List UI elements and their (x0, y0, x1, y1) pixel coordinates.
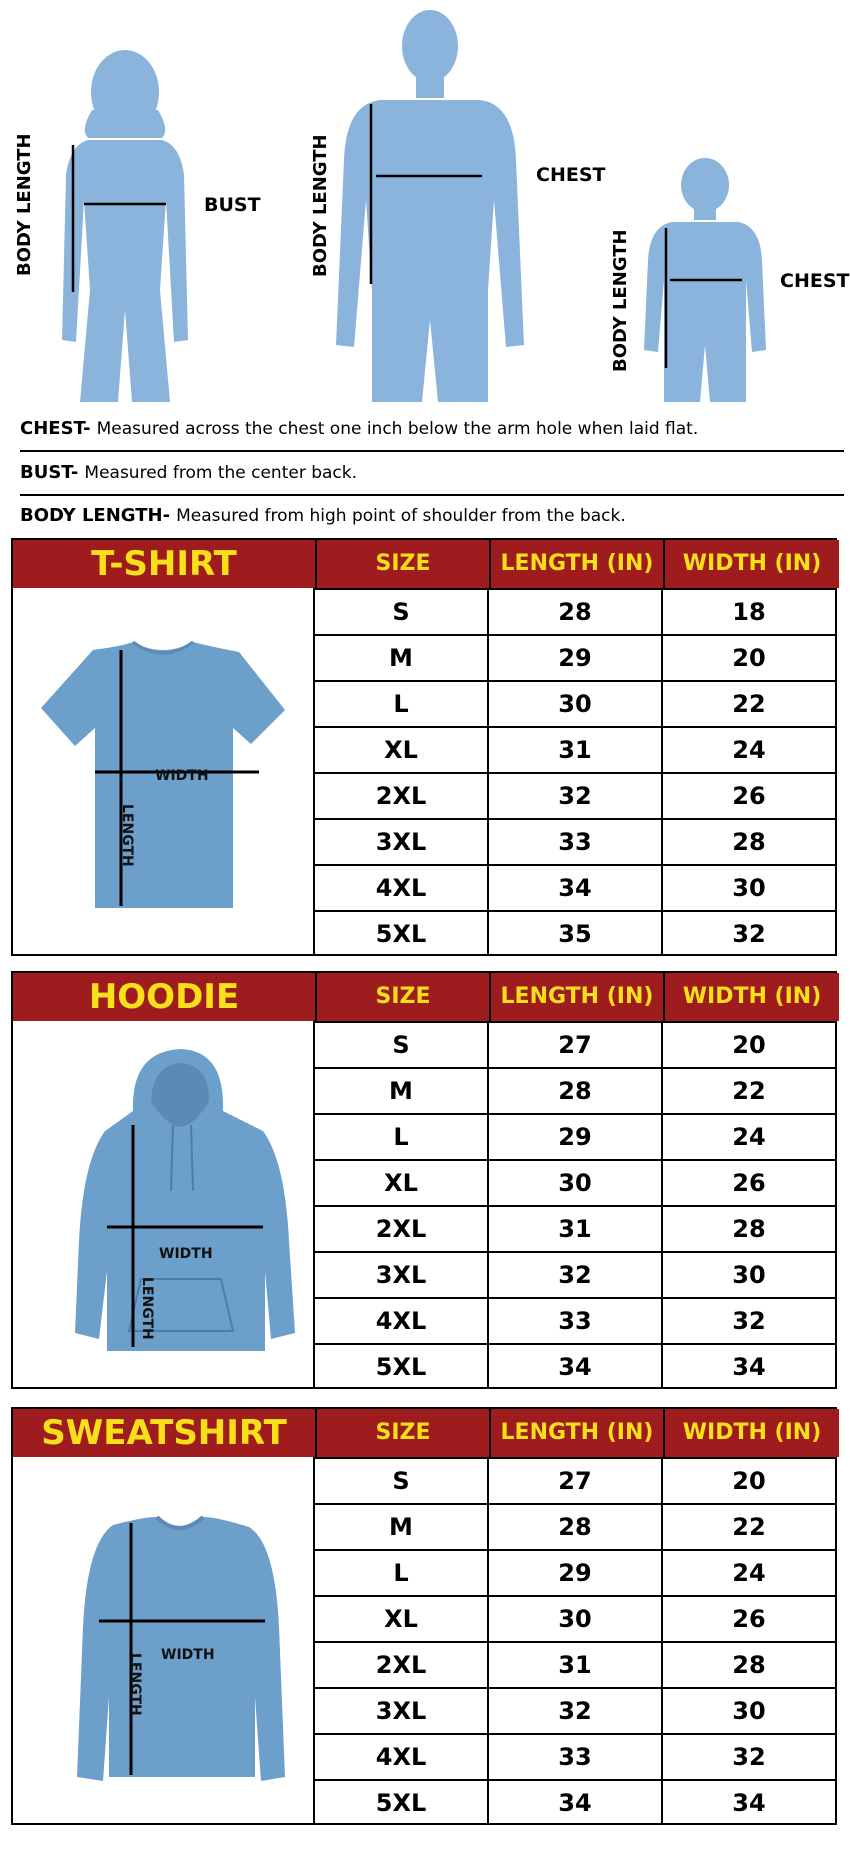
length-cell: 31 (487, 728, 661, 772)
definition-body-length (20, 497, 844, 535)
size-cell: 2XL (313, 1643, 487, 1687)
bust-label: BUST (204, 194, 261, 216)
man-body-length-label: BODY LENGTH (310, 134, 331, 277)
table-row (313, 1343, 835, 1389)
definition-text: Measured from high point of shoulder from the back. (176, 506, 626, 526)
table-row (313, 1067, 835, 1113)
size-cell: 5XL (313, 1781, 487, 1825)
size-cell: 5XL (313, 912, 487, 956)
table-row (313, 680, 835, 726)
length-cell: 35 (487, 912, 661, 956)
width-cell: 26 (661, 1161, 835, 1205)
size-cell: 3XL (313, 1689, 487, 1733)
size-grid (313, 1457, 835, 1825)
length-cell: 27 (487, 1459, 661, 1503)
divider (20, 494, 844, 496)
table-title: HOODIE (13, 973, 317, 1021)
table-row (313, 1021, 835, 1067)
width-cell: 32 (661, 912, 835, 956)
size-cell: 4XL (313, 1299, 487, 1343)
size-cell: 4XL (313, 866, 487, 910)
size-cell: 5XL (313, 1345, 487, 1389)
table-row (313, 1503, 835, 1549)
size-cell: XL (313, 1597, 487, 1641)
definition-term: BODY LENGTH- (20, 505, 171, 526)
length-cell: 34 (487, 1345, 661, 1389)
garment-width-label: WIDTH (159, 1246, 213, 1262)
width-cell: 34 (661, 1345, 835, 1389)
length-cell: 30 (487, 1161, 661, 1205)
definition-bust (20, 454, 844, 492)
length-cell: 29 (487, 1551, 661, 1595)
woman-body-length-label: BODY LENGTH (14, 133, 35, 276)
length-cell: 34 (487, 1781, 661, 1825)
width-cell: 20 (661, 1459, 835, 1503)
width-cell: 22 (661, 682, 835, 726)
measurement-definitions (20, 410, 844, 535)
table-row (313, 1457, 835, 1503)
width-cell: 30 (661, 1689, 835, 1733)
table-row (313, 910, 835, 956)
length-cell: 29 (487, 636, 661, 680)
definition-term: CHEST- (20, 418, 91, 439)
column-header-width: WIDTH (IN) (665, 973, 839, 1021)
size-cell: 3XL (313, 820, 487, 864)
width-cell: 34 (661, 1781, 835, 1825)
width-cell: 24 (661, 1551, 835, 1595)
length-cell: 30 (487, 1597, 661, 1641)
length-cell: 32 (487, 1689, 661, 1733)
table-title: T-SHIRT (13, 540, 317, 588)
size-grid (313, 1021, 835, 1389)
table-title: SWEATSHIRT (13, 1409, 317, 1457)
table-row (313, 1159, 835, 1205)
length-cell: 27 (487, 1023, 661, 1067)
table-row (313, 1205, 835, 1251)
table-row (313, 1641, 835, 1687)
width-cell: 24 (661, 1115, 835, 1159)
width-cell: 28 (661, 1643, 835, 1687)
width-cell: 20 (661, 636, 835, 680)
column-header-length: LENGTH (IN) (491, 973, 665, 1021)
width-cell: 24 (661, 728, 835, 772)
length-cell: 30 (487, 682, 661, 726)
length-cell: 32 (487, 1253, 661, 1297)
definition-chest (20, 410, 844, 448)
length-cell: 33 (487, 820, 661, 864)
table-row (313, 1549, 835, 1595)
length-cell: 28 (487, 1505, 661, 1549)
column-header-width: WIDTH (IN) (665, 540, 839, 588)
length-cell: 34 (487, 866, 661, 910)
table-row (313, 818, 835, 864)
size-cell: 3XL (313, 1253, 487, 1297)
definition-text: Measured from the center back. (84, 463, 358, 483)
size-cell: M (313, 1069, 487, 1113)
size-grid (313, 588, 835, 956)
width-cell: 28 (661, 1207, 835, 1251)
width-cell: 26 (661, 774, 835, 818)
size-cell: M (313, 1505, 487, 1549)
garment-length-label: LENGTH (139, 1277, 155, 1340)
width-cell: 28 (661, 820, 835, 864)
width-cell: 32 (661, 1299, 835, 1343)
length-cell: 31 (487, 1207, 661, 1251)
definition-text: Measured across the chest one inch below the arm hole when laid flat. (96, 419, 699, 439)
size-cell: 4XL (313, 1735, 487, 1779)
length-cell: 28 (487, 1069, 661, 1113)
body-figures (0, 0, 850, 410)
table-row (313, 1687, 835, 1733)
table-row (313, 864, 835, 910)
tshirt-icon (13, 588, 317, 956)
garment-width-label: WIDTH (155, 768, 209, 784)
size-cell: S (313, 1459, 487, 1503)
width-cell: 22 (661, 1069, 835, 1113)
size-table-t-shirt (11, 538, 837, 956)
width-cell: 26 (661, 1597, 835, 1641)
length-cell: 33 (487, 1299, 661, 1343)
width-cell: 18 (661, 590, 835, 634)
size-cell: 2XL (313, 1207, 487, 1251)
width-cell: 30 (661, 1253, 835, 1297)
body-silhouettes-icon (0, 0, 850, 410)
garment-length-label: LENGTH (127, 1653, 143, 1716)
length-cell: 32 (487, 774, 661, 818)
child-chest-label: CHEST (780, 270, 850, 292)
column-header-length: LENGTH (IN) (491, 540, 665, 588)
column-header-size: SIZE (317, 973, 491, 1021)
width-cell: 22 (661, 1505, 835, 1549)
table-row (313, 1779, 835, 1825)
table-row (313, 726, 835, 772)
table-row (313, 1251, 835, 1297)
size-cell: L (313, 1551, 487, 1595)
garment-width-label: WIDTH (161, 1647, 215, 1663)
child-body-length-label: BODY LENGTH (610, 229, 631, 372)
size-cell: L (313, 682, 487, 726)
table-row (313, 634, 835, 680)
length-cell: 33 (487, 1735, 661, 1779)
size-cell: L (313, 1115, 487, 1159)
table-row (313, 1733, 835, 1779)
size-cell: M (313, 636, 487, 680)
table-row (313, 1297, 835, 1343)
size-cell: S (313, 590, 487, 634)
definition-term: BUST- (20, 462, 79, 483)
table-row (313, 772, 835, 818)
width-cell: 30 (661, 866, 835, 910)
width-cell: 20 (661, 1023, 835, 1067)
column-header-length: LENGTH (IN) (491, 1409, 665, 1457)
column-header-size: SIZE (317, 1409, 491, 1457)
size-table-sweatshirt (11, 1407, 837, 1825)
length-cell: 31 (487, 1643, 661, 1687)
size-table-hoodie (11, 971, 837, 1389)
length-cell: 28 (487, 590, 661, 634)
column-header-size: SIZE (317, 540, 491, 588)
hoodie-icon (13, 1021, 317, 1389)
table-row (313, 1113, 835, 1159)
size-cell: XL (313, 728, 487, 772)
man-chest-label: CHEST (536, 164, 606, 186)
size-cell: S (313, 1023, 487, 1067)
size-cell: 2XL (313, 774, 487, 818)
table-row (313, 588, 835, 634)
divider (20, 450, 844, 452)
sweatshirt-icon (13, 1457, 317, 1825)
table-row (313, 1595, 835, 1641)
length-cell: 29 (487, 1115, 661, 1159)
garment-length-label: LENGTH (119, 804, 135, 867)
column-header-width: WIDTH (IN) (665, 1409, 839, 1457)
size-cell: XL (313, 1161, 487, 1205)
width-cell: 32 (661, 1735, 835, 1779)
